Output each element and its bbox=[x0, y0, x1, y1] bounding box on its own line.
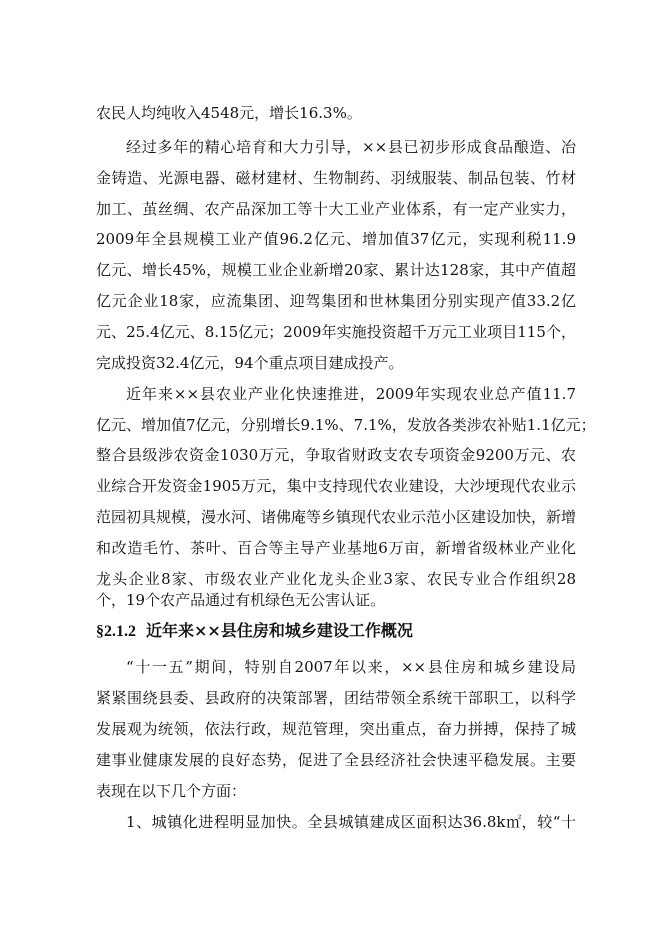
section-number: §2.1.2 bbox=[96, 623, 136, 640]
paragraph-line: 整合县级涉农资金1030万元，争取省财政支农专项资金9200万元、农 bbox=[96, 446, 576, 464]
paragraph-line: 完成投资32.4亿元，94个重点项目建成投产。 bbox=[96, 354, 404, 372]
section-heading bbox=[96, 620, 413, 643]
paragraph-line: 业综合开发资金1905万元，集中支持现代农业建设，大沙埂现代农业示 bbox=[96, 477, 576, 495]
paragraph-line: 亿元、增加值7亿元，分别增长9.1%、7.1%，发放各类涉农补贴1.1亿元； bbox=[96, 416, 596, 434]
paragraph-line: 个，19个农产品通过有机绿色无公害认证。 bbox=[96, 591, 386, 609]
paragraph-line: 龙头企业8家、市级农业产业化龙头企业3家、农民专业合作组织28 bbox=[96, 570, 576, 588]
paragraph-line: 近年来××县农业产业化快速推进，2009年实现农业总产值11.7 bbox=[126, 385, 576, 403]
paragraph-line: 加工、茧丝绸、农产品深加工等十大工业产业体系，有一定产业实力， bbox=[96, 200, 576, 218]
paragraph-line: 紧紧围绕县委、县政府的决策部署，团结带领全系统干部职工，以科学 bbox=[96, 689, 576, 707]
paragraph-line: 和改造毛竹、茶叶、百合等主导产业基地6万亩，新增省级林业产业化 bbox=[96, 539, 576, 557]
paragraph-line: 元、25.4亿元、8.15亿元；2009年实施投资超千万元工业项目115个， bbox=[96, 323, 576, 341]
paragraph-line: “十一五”期间，特别自2007年以来，××县住房和城乡建设局 bbox=[126, 658, 576, 676]
paragraph-line: 农民人均纯收入4548元，增长16.3%。 bbox=[96, 104, 362, 122]
paragraph-line: 1、城镇化进程明显加快。全县城镇建成区面积达36.8k㎡，较“十 bbox=[126, 813, 576, 831]
paragraph-line: 建事业健康发展的良好态势，促进了全县经济社会快速平稳发展。主要 bbox=[96, 751, 576, 769]
paragraph-line: 亿元、增长45%，规模工业企业新增20家、累计达128家，其中产值超 bbox=[96, 261, 576, 279]
section-title: 近年来××县住房和城乡建设工作概况 bbox=[146, 621, 413, 640]
paragraph-line: 经过多年的精心培育和大力引导，××县已初步形成食品酿造、冶 bbox=[126, 138, 576, 156]
paragraph-line: 金铸造、光源电器、磁材建材、生物制药、羽绒服装、制品包装、竹材 bbox=[96, 169, 576, 187]
paragraph-line: 亿元企业18家，应流集团、迎驾集团和世林集团分别实现产值33.2亿 bbox=[96, 292, 576, 310]
paragraph-line: 2009年全县规模工业产值96.2亿元、增加值37亿元，实现利税11.9 bbox=[96, 230, 576, 248]
paragraph-line: 范园初具规模，漫水河、诸佛庵等乡镇现代农业示范小区建设加快，新增 bbox=[96, 508, 577, 526]
paragraph-line: 发展观为统领，依法行政，规范管理，突出重点，奋力拼搏，保持了城 bbox=[96, 720, 576, 738]
paragraph-line: 表现在以下几个方面： bbox=[96, 782, 247, 800]
